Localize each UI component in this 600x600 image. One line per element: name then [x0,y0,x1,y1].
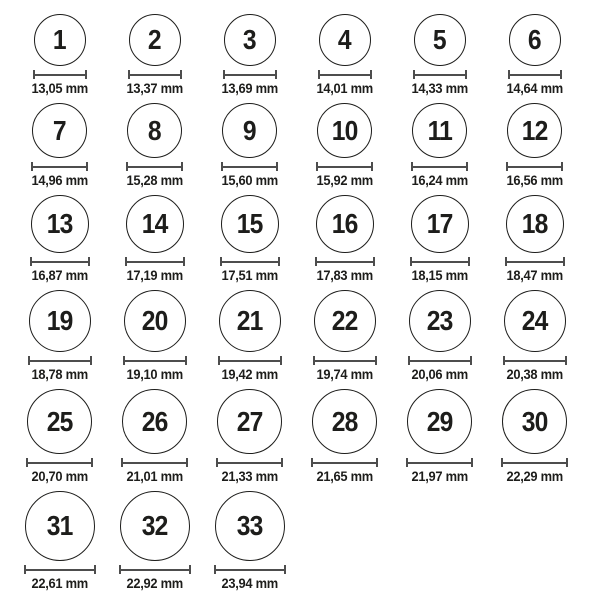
diameter-label: 18,47 mm [506,267,563,283]
ring-size-number: 26 [141,405,168,437]
ring-circle [124,290,186,352]
ring-size-cell [487,14,582,96]
ring-size-number: 24 [521,305,548,336]
ring-circle [25,491,95,561]
diameter-ruler [410,257,470,266]
ring-circle [129,14,181,66]
diameter-ruler [125,257,185,266]
diameter-ruler [505,257,565,266]
diameter-label: 22,29 mm [506,468,563,484]
ring-size-cell [392,290,487,382]
ring-size-number: 7 [53,114,66,146]
ring-circle [120,491,190,561]
ring-size-number: 32 [141,510,168,541]
ring-size-number: 6 [528,24,541,55]
ring-circle [122,389,187,454]
diameter-ruler [408,356,472,365]
ring-size-cell [107,290,202,382]
diameter-label: 19,10 mm [126,366,183,382]
diameter-ruler [26,458,93,467]
ring-circle [219,290,281,352]
diameter-ruler [24,565,96,574]
diameter-label: 15,92 mm [316,172,373,188]
ring-size-cell [12,491,107,591]
ring-size-cell [297,195,392,283]
diameter-label: 16,87 mm [31,267,88,283]
diameter-ruler [214,565,286,574]
diameter-label: 16,24 mm [411,172,468,188]
ring-size-cell [107,389,202,484]
ring-size-number: 15 [236,208,263,239]
diameter-label: 15,60 mm [221,172,278,188]
ring-size-cell [487,195,582,283]
ring-size-cell [107,14,202,96]
ring-circle [414,14,466,66]
ring-size-number: 11 [427,114,452,146]
diameter-label: 21,01 mm [126,468,183,484]
ring-size-cell [202,14,297,96]
ring-size-number: 16 [331,208,358,239]
ring-size-number: 14 [141,208,168,239]
diameter-ruler [508,70,562,79]
ring-circle [507,103,562,158]
ring-circle [224,14,276,66]
diameter-ruler [119,565,191,574]
ring-circle [407,389,472,454]
ring-size-number: 33 [236,510,263,541]
ring-size-cell [12,290,107,382]
diameter-label: 20,06 mm [411,366,468,382]
ring-size-cell [202,491,297,591]
diameter-ruler [503,356,567,365]
ring-size-number: 21 [236,305,263,336]
diameter-label: 18,78 mm [31,366,88,382]
ring-size-cell [392,195,487,283]
ring-size-number: 3 [243,24,256,55]
ring-size-cell [297,14,392,96]
chart-row-4 [12,290,600,382]
ring-circle [31,195,89,253]
diameter-ruler [216,458,283,467]
ring-size-cell [202,103,297,188]
ring-size-cell [202,389,297,484]
ring-circle [506,195,564,253]
chart-row-3 [12,195,600,283]
diameter-ruler [223,70,277,79]
ring-circle [409,290,471,352]
diameter-ruler [221,162,278,171]
diameter-label: 18,15 mm [411,267,468,283]
ring-circle [412,103,467,158]
diameter-ruler [406,458,473,467]
ring-size-number: 23 [426,305,453,336]
ring-size-cell [487,103,582,188]
ring-size-cell [12,14,107,96]
diameter-ruler [126,162,183,171]
ring-size-number: 1 [53,24,66,55]
ring-size-number: 2 [148,24,161,55]
diameter-ruler [31,162,88,171]
diameter-label: 23,94 mm [221,575,278,591]
diameter-label: 14,64 mm [506,80,563,96]
ring-circle [32,103,87,158]
diameter-label: 19,74 mm [316,366,373,382]
ring-size-number: 13 [46,208,73,239]
ring-size-number: 10 [331,114,358,146]
ring-circle [509,14,561,66]
diameter-ruler [315,257,375,266]
ring-size-number: 18 [521,208,548,239]
diameter-ruler [123,356,187,365]
ring-size-number: 20 [141,305,168,336]
chart-row-6 [12,491,600,591]
diameter-label: 14,96 mm [31,172,88,188]
ring-circle [502,389,567,454]
ring-size-cell [107,195,202,283]
diameter-label: 19,42 mm [221,366,278,382]
diameter-ruler [218,356,282,365]
chart-row-5 [12,389,600,484]
diameter-label: 17,83 mm [316,267,373,283]
ring-size-number: 31 [46,510,73,541]
ring-size-cell [107,103,202,188]
diameter-ruler [411,162,468,171]
ring-size-number: 12 [521,114,548,146]
diameter-label: 13,05 mm [31,80,88,96]
ring-circle [217,389,282,454]
ring-size-cell [392,103,487,188]
ring-size-cell [487,389,582,484]
diameter-label: 22,92 mm [126,575,183,591]
ring-size-cell [487,290,582,382]
diameter-ruler [121,458,188,467]
diameter-label: 14,01 mm [316,80,373,96]
diameter-ruler [128,70,182,79]
diameter-ruler [30,257,90,266]
diameter-ruler [506,162,563,171]
ring-circle [222,103,277,158]
chart-row-1 [12,14,600,96]
ring-circle [126,195,184,253]
diameter-label: 21,65 mm [316,468,373,484]
diameter-ruler [311,458,378,467]
ring-circle [319,14,371,66]
ring-circle [317,103,372,158]
diameter-label: 17,19 mm [126,267,183,283]
diameter-ruler [501,458,568,467]
diameter-label: 20,70 mm [31,468,88,484]
diameter-label: 15,28 mm [126,172,183,188]
ring-circle [504,290,566,352]
ring-circle [314,290,376,352]
diameter-label: 20,38 mm [506,366,563,382]
ring-size-cell [12,195,107,283]
ring-size-cell [392,389,487,484]
ring-size-number: 27 [236,405,263,437]
ring-size-number: 4 [338,24,351,55]
diameter-label: 13,69 mm [221,80,278,96]
diameter-ruler [413,70,467,79]
diameter-label: 13,37 mm [126,80,183,96]
diameter-ruler [33,70,87,79]
ring-size-number: 17 [426,208,453,239]
ring-size-cell [392,14,487,96]
ring-circle [127,103,182,158]
diameter-ruler [316,162,373,171]
ring-size-cell [297,290,392,382]
ring-size-number: 25 [46,405,73,437]
ring-size-number: 9 [243,114,256,146]
ring-size-number: 19 [46,305,73,336]
diameter-label: 21,97 mm [411,468,468,484]
ring-size-cell [297,103,392,188]
ring-size-cell [12,103,107,188]
ring-size-number: 5 [433,24,446,55]
diameter-label: 14,33 mm [411,80,468,96]
ring-size-cell [12,389,107,484]
diameter-label: 16,56 mm [506,172,563,188]
ring-circle [411,195,469,253]
ring-size-number: 30 [521,405,548,437]
diameter-ruler [313,356,377,365]
ring-size-number: 8 [148,114,161,146]
ring-circle [29,290,91,352]
ring-size-number: 22 [331,305,358,336]
ring-size-cell [202,195,297,283]
ring-circle [34,14,86,66]
ring-circle [312,389,377,454]
ring-circle [221,195,279,253]
diameter-ruler [28,356,92,365]
diameter-label: 21,33 mm [221,468,278,484]
ring-circle [316,195,374,253]
diameter-label: 22,61 mm [31,575,88,591]
diameter-ruler [220,257,280,266]
ring-size-cell [297,389,392,484]
diameter-ruler [318,70,372,79]
ring-circle [27,389,92,454]
ring-size-number: 29 [426,405,453,437]
diameter-label: 17,51 mm [221,267,278,283]
ring-circle [215,491,285,561]
ring-size-cell [202,290,297,382]
ring-size-number: 28 [331,405,358,437]
chart-row-2 [12,103,600,188]
ring-size-cell [107,491,202,591]
